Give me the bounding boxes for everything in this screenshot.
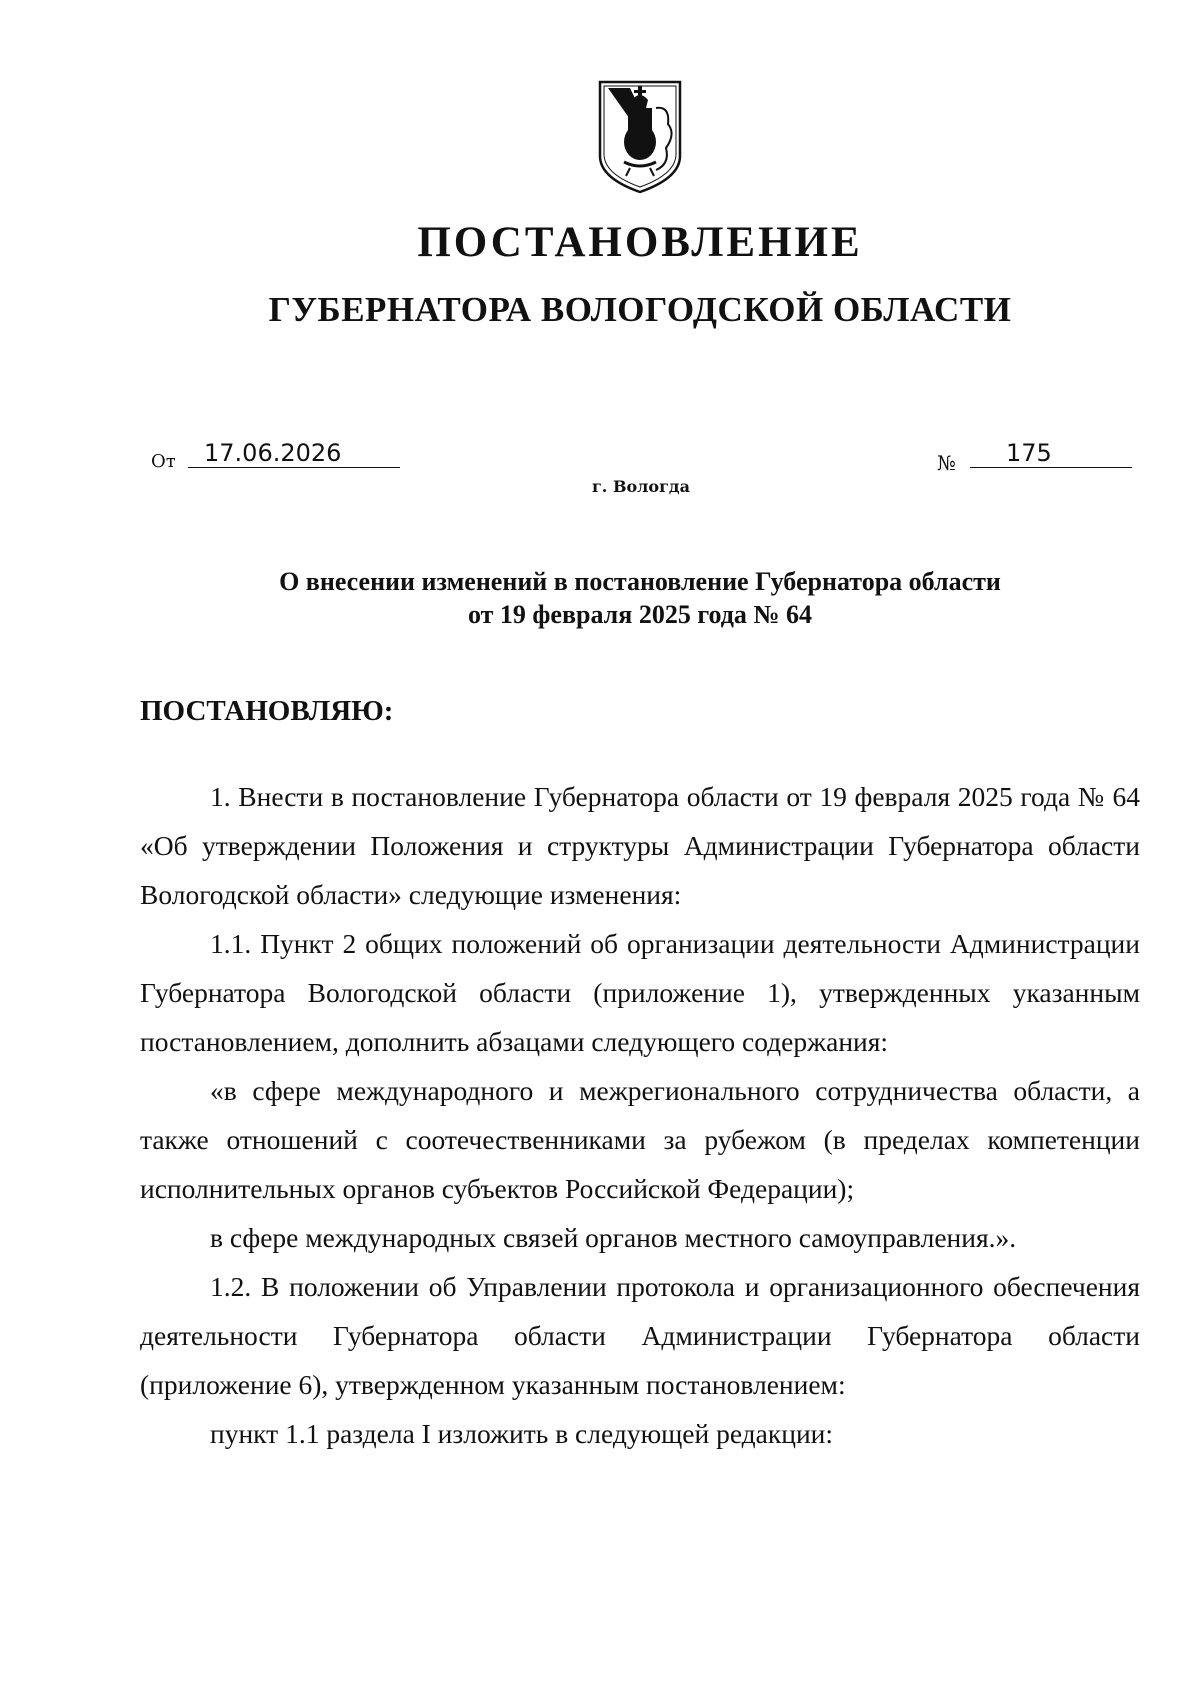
- paragraph: 1.2. В положении об Управлении протокола и организационного обеспечения деятельности Губернатора области Администрации Губернатора области (приложение 6), утвержденном указанным постановлением:: [140, 1271, 1140, 1400]
- subject-line-2: от 19 февраля 2025 года № 64: [467, 600, 813, 629]
- document-date: 17.06.2026: [188, 439, 400, 468]
- paragraph: 1.1. Пункт 2 общих положений об организации деятельности Администрации Губернатора Вологодской области (приложение 1), утвержденных указанным постановлением, дополнить абзацами следующего содержания:: [140, 928, 1140, 1057]
- document-type-title: ПОСТАНОВЛЕНИЕ: [417, 219, 863, 266]
- resolve-heading: ПОСТАНОВЛЯЮ:: [140, 695, 394, 727]
- document-number: 175: [970, 439, 1132, 468]
- paragraph: пункт 1.1 раздела I изложить в следующей редакции:: [210, 1418, 834, 1449]
- paragraph: 1. Внести в постановление Губернатора области от 19 февраля 2025 года № 64 «Об утверждении Положения и структуры Администрации Губернатора области Вологодской области» следующие изменения:: [140, 781, 1140, 910]
- paragraph: «в сфере международного и межрегионального сотрудничества области, а также отношений с соотечественниками за рубежом (в пределах компетенции исполнительных органов субъектов Российской Федерации);: [140, 1075, 1140, 1204]
- paragraph: в сфере международных связей органов местного самоуправления.».: [210, 1222, 1017, 1253]
- date-label: От: [151, 451, 176, 472]
- number-label: №: [937, 451, 956, 475]
- city-name: г. Вологда: [592, 477, 690, 496]
- coat-of-arms-icon: [596, 78, 684, 196]
- document-subject: [0, 565, 1200, 631]
- document-body: [140, 772, 1140, 1458]
- subject-line-1: О внесении изменений в постановление Губернатора области: [279, 567, 1001, 596]
- issuer-title: ГУБЕРНАТОРА ВОЛОГОДСКОЙ ОБЛАСТИ: [268, 290, 1012, 329]
